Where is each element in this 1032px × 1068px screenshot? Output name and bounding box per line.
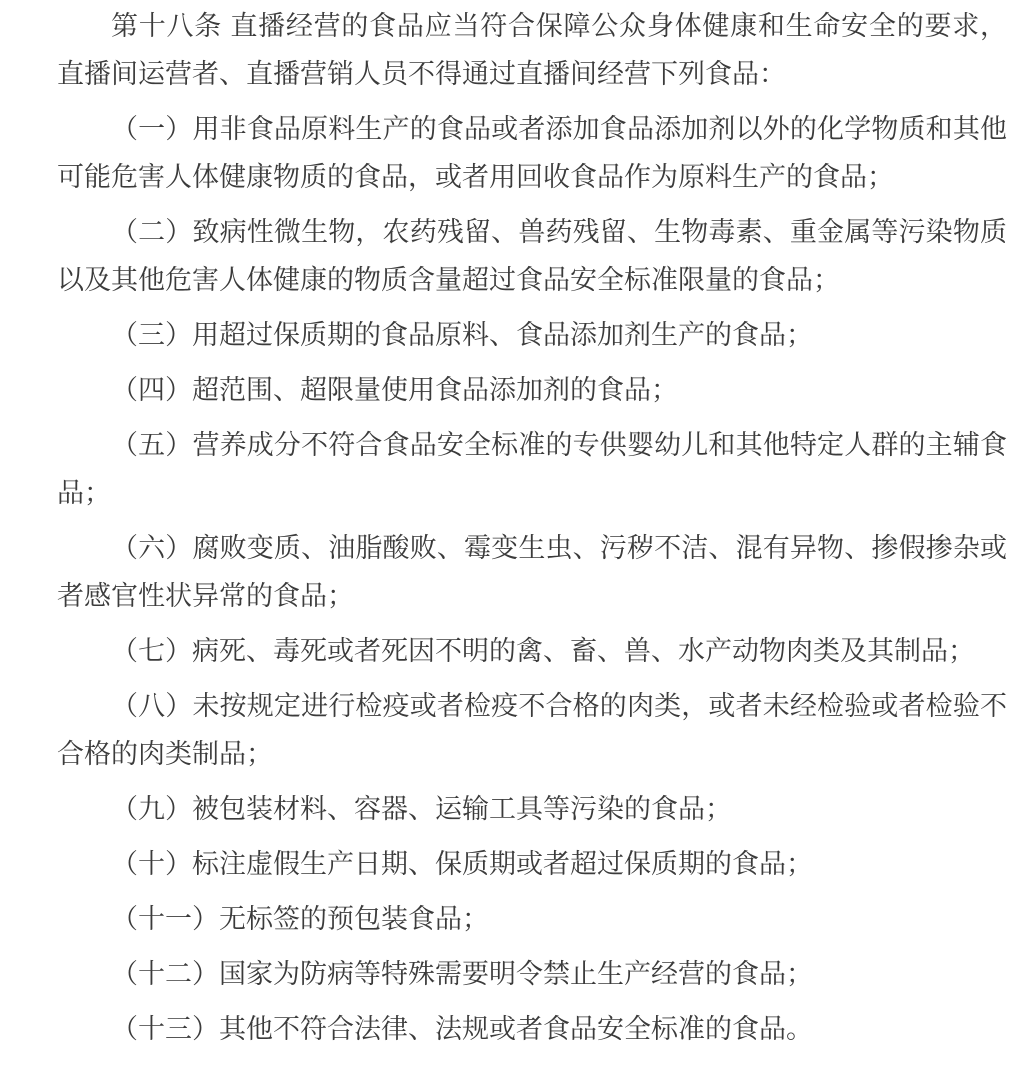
article-item-11: （十一）无标签的预包装食品；: [111, 904, 489, 934]
article-item-10: （十）标注虚假生产日期、保质期或者超过保质期的食品；: [111, 849, 813, 879]
article-item-12: （十二）国家为防病等特殊需要明令禁止生产经营的食品；: [111, 959, 813, 989]
article-item-6: （六）腐败变质、油脂酸败、霉变生虫、污秽不洁、混有异物、掺假掺杂或者感官性状异常的食品；: [57, 533, 1007, 611]
article-item-8: （八）未按规定进行检疫或者检疫不合格的肉类，或者未经检验或者检验不合格的肉类制品；: [57, 691, 1007, 769]
article-intro: 第十八条 直播经营的食品应当符合保障公众身体健康和生命安全的要求，直播间运营者、直播营销人员不得通过直播间经营下列食品：: [57, 11, 1007, 89]
article-item-2: （二）致病性微生物，农药残留、兽药残留、生物毒素、重金属等污染物质以及其他危害人体健康的物质含量超过食品安全标准限量的食品；: [57, 217, 1007, 295]
article-18: [57, 2, 1007, 1053]
article-item-7: （七）病死、毒死或者死因不明的禽、畜、兽、水产动物肉类及其制品；: [111, 636, 975, 666]
article-item-5: （五）营养成分不符合食品安全标准的专供婴幼儿和其他特定人群的主辅食品；: [57, 430, 1007, 508]
article-item-9: （九）被包装材料、容器、运输工具等污染的食品；: [111, 794, 732, 824]
article-item-4: （四）超范围、超限量使用食品添加剂的食品；: [111, 375, 678, 405]
article-item-13: （十三）其他不符合法律、法规或者食品安全标准的食品。: [111, 1014, 813, 1044]
article-item-3: （三）用超过保质期的食品原料、食品添加剂生产的食品；: [111, 320, 813, 350]
article-item-1: （一）用非食品原料生产的食品或者添加食品添加剂以外的化学物质和其他可能危害人体健康物质的食品，或者用回收食品作为原料生产的食品；: [57, 114, 1007, 192]
